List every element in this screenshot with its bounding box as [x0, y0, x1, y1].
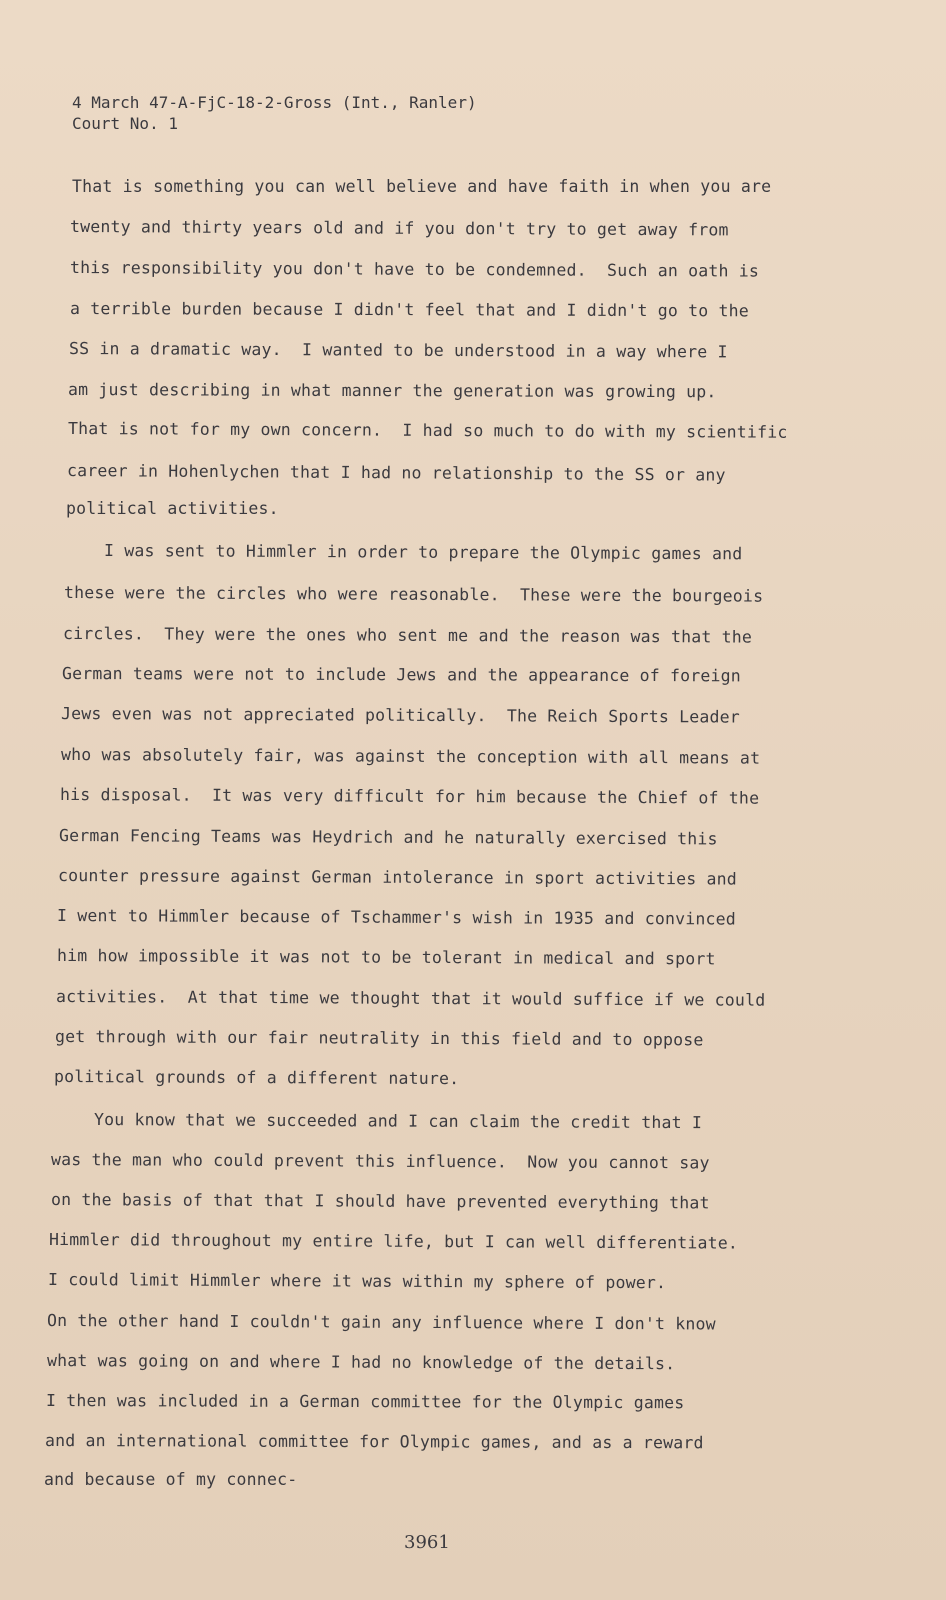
transcript-line: Jews even was not appreciated politically. The Reich Sports Leader — [60, 704, 741, 727]
transcript-line: him how impossible it was not to be tolerant in medical and sport — [56, 946, 716, 969]
transcript-line: who was absolutely fair, was against the conception with all means at — [60, 745, 761, 768]
document-header — [72, 92, 477, 134]
transcript-line: am just describing in what manner the generation was growing up. — [67, 380, 717, 402]
page-number: 3961 — [404, 1532, 450, 1553]
transcript-line: counter pressure against German intolerance in sport activities and — [57, 866, 738, 889]
transcript-line: I then was included in a German committee for the Olympic games — [45, 1391, 685, 1413]
header-date-line: 4 March 47-A-FjC-18-2-Gross (Int., Ranler) — [72, 93, 477, 112]
transcript-line: That is something you can well believe and have faith in when you are — [72, 177, 772, 196]
transcript-line: a terrible burden because I didn't feel that and I didn't go to the — [69, 299, 749, 321]
transcript-line: twenty and thirty years old and if you don't try to get away from — [69, 217, 729, 240]
transcript-line: German teams were not to include Jews and the appearance of foreign — [61, 664, 741, 686]
transcript-line: was the man who could prevent this influence. Now you cannot say — [50, 1150, 710, 1173]
transcript-line: his disposal. It was very difficult for him because the Chief of the — [59, 785, 760, 808]
transcript-line: and because of my connec- — [44, 1470, 298, 1489]
transcript-line: I was sent to Himmler in order to prepare the Olympic games and — [103, 541, 743, 564]
transcript-line: You know that we succeeded and I can claim the credit that I — [93, 1110, 703, 1133]
transcript-line: Himmler did throughout my entire life, but I can well differentiate. — [48, 1230, 739, 1253]
transcript-line: and an international committee for Olympic games, and as a reward — [44, 1431, 704, 1453]
transcript-line: SS in a dramatic way. I wanted to be understood in a way where I — [68, 339, 728, 362]
transcript-line: get through with our fair neutrality in this field and to oppose — [54, 1027, 704, 1050]
transcript-line: these were the circles who were reasonable. These were the bourgeois — [63, 583, 764, 606]
transcript-line: I could limit Himmler where it was within my sphere of power. — [47, 1270, 667, 1293]
transcript-line: I went to Himmler because of Tschammer's wish in 1935 and convinced — [56, 906, 737, 929]
transcript-line: political activities. — [66, 499, 279, 518]
transcript-line: on the basis of that that I should have prevented everything that — [50, 1190, 710, 1213]
transcript-line: career in Hohenlychen that I had no relationship to the SS or any — [66, 461, 726, 485]
transcript-line: political grounds of a different nature. — [53, 1067, 460, 1089]
transcript-line: circles. They were the ones who sent me and the reason was that the — [62, 624, 753, 647]
transcript-line: That is not for my own concern. I had so much to do with my scientific — [67, 419, 788, 442]
header-court-line: Court No. 1 — [72, 114, 178, 133]
transcript-line: On the other hand I couldn't gain any influence where I don't know — [46, 1311, 716, 1334]
transcript-line: this responsibility you don't have to be condemned. Such an oath is — [69, 258, 760, 281]
transcript-line: what was going on and where I had no knowledge of the details. — [46, 1351, 676, 1374]
transcript-line: activities. At that time we thought that it would suffice if we could — [55, 987, 766, 1010]
transcript-line: German Fencing Teams was Heydrich and he naturally exercised this — [58, 826, 718, 849]
